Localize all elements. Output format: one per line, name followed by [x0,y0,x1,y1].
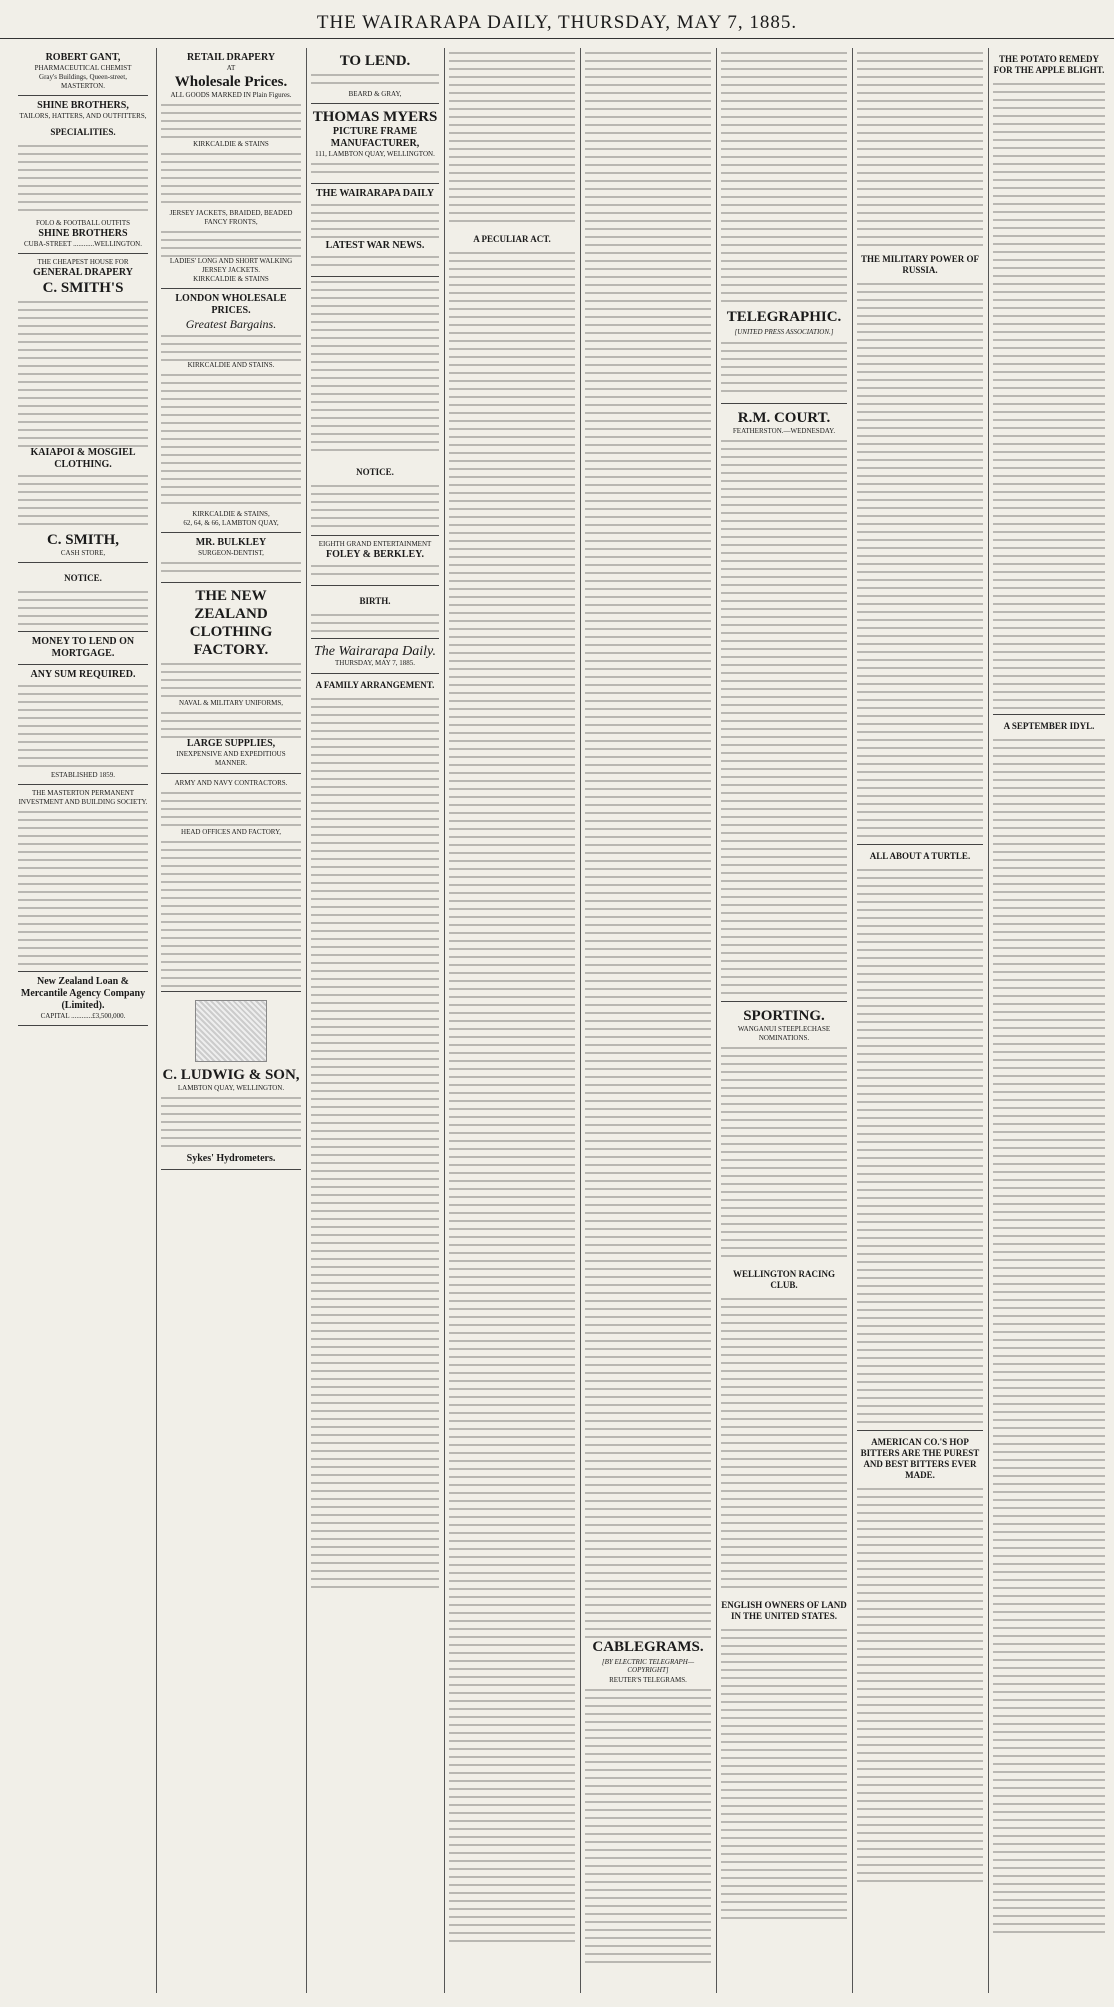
column-3 [306,48,443,1993]
ad-c-smith [18,254,148,563]
section-subtitle: [BY ELECTRIC TELEGRAPH—COPYRIGHT] [601,1658,695,1675]
ad-body [161,100,301,140]
ad-line: KIRKCALDIE & STAINS [193,140,269,148]
ad-body [161,1093,301,1153]
ad-line: JERSEY JACKETS, BRAIDED, BEADED FANCY FRONTS, [169,209,293,226]
article-body [993,79,1105,709]
ad-thomas-myers [311,104,439,184]
ad-heading: ROBERT GANT, [45,52,121,63]
ad-body [311,561,439,581]
notice-body [311,481,439,531]
section-subtitle: REUTER'S TELEGRAMS. [609,1676,687,1685]
ad-line: ARMY AND NAVY CONTRACTORS. [174,779,288,787]
ad-address: CUBA-STREET ............WELLINGTON. [24,240,142,249]
column-1 [18,48,152,1993]
column-8 [988,48,1105,1993]
section-title: R.M. COURT. [737,410,831,427]
article-body [857,865,983,1425]
column-7 [852,48,987,1993]
ad-entertainment [311,536,439,586]
ad-subheading: CASH STORE, [60,549,106,558]
article-body [449,48,575,228]
article-title: ENGLISH OWNERS OF LAND IN THE UNITED STATES. [721,1600,847,1622]
ad-building-society [18,785,148,972]
ad-any-sum [18,665,148,785]
section-title: CABLEGRAMS. [592,1639,704,1655]
ad-body [161,370,301,510]
leader-title: A FAMILY ARRANGEMENT. [315,680,435,690]
section-subtitle: FEATHERSTON.—WEDNESDAY. [732,427,836,436]
ad-heading: THE NEW ZEALAND CLOTHING FACTORY. [189,588,273,658]
notice-english-mail [311,457,439,536]
ad-body [311,159,439,179]
article-body [721,436,847,996]
ad-body [311,252,439,272]
ad-heading: Greatest Bargains. [185,317,277,331]
article-body [857,48,983,248]
ad-section-title: SPECIALITIES. [50,127,116,137]
ad-body [311,200,439,240]
ad-heading: GENERAL DRAPERY [33,267,133,279]
ad-body [857,1484,983,1884]
ad-heading: LATEST WAR NEWS. [325,240,425,251]
article-body [857,279,983,839]
crest-illustration [195,1000,267,1062]
ad-robert-gant [18,48,148,96]
ad-ludwig [161,992,301,1170]
ad-heading: MR. BULKLEY [195,537,267,548]
ad-heading: FOLEY & BERKLEY. [326,549,424,560]
leader-body [311,694,439,1594]
ad-bulkley [161,533,301,583]
ad-body [161,149,301,209]
ad-subheading: THE CHEAPEST HOUSE FOR [37,258,129,267]
leader-date: THURSDAY, MAY 7, 1885. [334,659,415,667]
ad-heading: C. SMITH'S [42,280,124,297]
ad-heading: SHINE BROTHERS [38,228,128,240]
article-body [721,338,847,398]
article-title: THE POTATO REMEDY FOR THE APPLE BLIGHT. [993,54,1105,75]
ad-line: FOLO & FOOTBALL OUTFITS [35,219,131,228]
article-body [993,735,1105,1935]
notice-title: BIRTH. [359,596,391,606]
section-subtitle: WANGANUI STEEPLECHASE NOMINATIONS. [737,1025,831,1043]
ad-line: ESTABLISHED 1859. [51,771,115,780]
ad-heading: New Zealand Loan & Mercantile Agency Company (Limited). [20,976,146,1012]
ad-subheading: PHARMACEUTICAL CHEMIST [34,64,132,72]
ad-body [161,331,301,361]
ad-heading: C. LUDWIG & SON, [162,1067,300,1083]
newspaper-page [18,48,1105,1993]
article-body [721,1294,847,1594]
ad-heading: Wholesale Prices. [174,74,288,90]
ad-nz-loan [18,972,148,1026]
ad-line: KIRKCALDIE & STAINS [193,275,269,283]
column-5 [580,48,715,1993]
article-body [585,48,711,1638]
ad-line: ALL GOODS MARKED IN Plain Figures. [170,91,292,99]
ad-heading: Sykes' Hydrometers. [186,1153,276,1164]
ad-heading: MONEY TO LEND ON MORTGAGE. [31,636,135,660]
ad-line: LADIES' LONG AND SHORT WALKING JERSEY JACKETS. [169,257,293,274]
ad-heading: THE WAIRARAPA DAILY [315,188,435,199]
ad-heading: TO LEND. [339,53,411,69]
column-2 [156,48,305,1993]
column-6 [716,48,851,1993]
ad-line: INEXPENSIVE AND EXPEDITIOUS MANNER. [176,750,286,767]
ad-body [18,807,148,967]
ad-heading: RETAIL DRAPERY [186,52,276,63]
birth-notice [311,586,439,639]
leader-nameplate: The Wairarapa Daily. [314,644,436,659]
ad-line: HEAD OFFICES AND FACTORY, [181,828,281,836]
article-body [721,48,847,308]
notice-title: NOTICE. [356,467,394,477]
ad-subheading: SURGEON-DENTIST, [198,549,264,557]
ad-line: KIRKCALDIE & STAINS, [192,510,270,518]
ad-address: Gray's Buildings, Queen-street, MASTERTON. [39,73,127,90]
ad-kirkcaldie-retail [161,48,301,289]
ad-heading: THOMAS MYERS [312,109,438,125]
ad-body [18,297,148,447]
ad-wairarapa-daily [311,184,439,277]
ad-body [161,227,301,257]
ad-line: NAVAL & MILITARY UNIFORMS, [178,699,284,707]
notice-lend [18,563,148,632]
article-title: A PECULIAR ACT. [473,234,551,244]
ad-heading: SHINE BROTHERS, [37,100,129,111]
ad-body [311,70,439,90]
ad-body [18,141,148,216]
ad-heading: ANY SUM REQUIRED. [30,669,136,681]
notice-body [18,587,148,627]
article-body [449,248,575,1948]
ad-shine-brothers [18,96,148,254]
ad-clothing-factory [161,583,301,992]
ad-heading: PICTURE FRAME MANUFACTURER, [330,126,420,149]
mail-notice [311,277,439,457]
ad-london-wholesale [161,289,301,533]
column-4 [444,48,579,1993]
ad-line: AT [226,64,236,72]
ad-body [161,837,301,987]
ad-body [161,659,301,699]
ad-line: CAPITAL ............£3,500,000. [40,1012,126,1021]
ad-address: LAMBTON QUAY, WELLINGTON. [177,1084,285,1092]
ad-address: 62, 64, & 66, LAMBTON QUAY, [183,519,279,527]
ad-money [18,632,148,665]
ad-heading: LARGE SUPPLIES, [186,738,276,749]
notice-body [311,610,439,634]
article-body [585,1685,711,1965]
ad-body [161,788,301,828]
ad-heading: EIGHTH GRAND ENTERTAINMENT [318,540,432,548]
section-subtitle: WELLINGTON RACING CLUB. [732,1269,836,1291]
section-subtitle: [UNITED PRESS ASSOCIATION.] [734,328,834,336]
masthead: THE WAIRARAPA DAILY, THURSDAY, MAY 7, 1885. [0,12,1114,39]
notice-title: NOTICE. [64,573,102,584]
ad-body [18,681,148,771]
ad-body [161,558,301,578]
article-title: ALL ABOUT A TURTLE. [869,851,971,861]
article-body [721,1625,847,1925]
ad-subheading: TAILORS, HATTERS, AND OUTFITTERS, [19,112,147,120]
ad-line: BEARD & GRAY, [348,90,402,98]
ad-body [161,708,301,738]
ad-heading: KAIAPOI & MOSGIEL CLOTHING. [30,447,136,471]
ad-body [18,471,148,531]
ad-heading: THE MASTERTON PERMANENT INVESTMENT AND BUILDING SOCIETY. [18,789,148,807]
section-title: SPORTING. [743,1008,825,1025]
ad-heading: LONDON WHOLESALE PRICES. [175,293,287,316]
ad-line: KIRKCALDIE AND STAINS. [187,361,275,369]
ad-to-lend [311,48,439,104]
article-title: A SEPTEMBER IDYL. [1003,721,1095,731]
section-title: TELEGRAPHIC. [726,309,842,325]
article-title: THE MILITARY POWER OF RUSSIA. [861,254,979,275]
ad-heading: AMERICAN CO.'S HOP BITTERS ARE THE PUREST AND BEST BITTERS EVER MADE. [860,1437,980,1480]
article-body [721,1043,847,1263]
ad-heading: C. SMITH, [46,532,120,549]
ad-address: 111, LAMBTON QUAY, WELLINGTON. [315,150,435,158]
